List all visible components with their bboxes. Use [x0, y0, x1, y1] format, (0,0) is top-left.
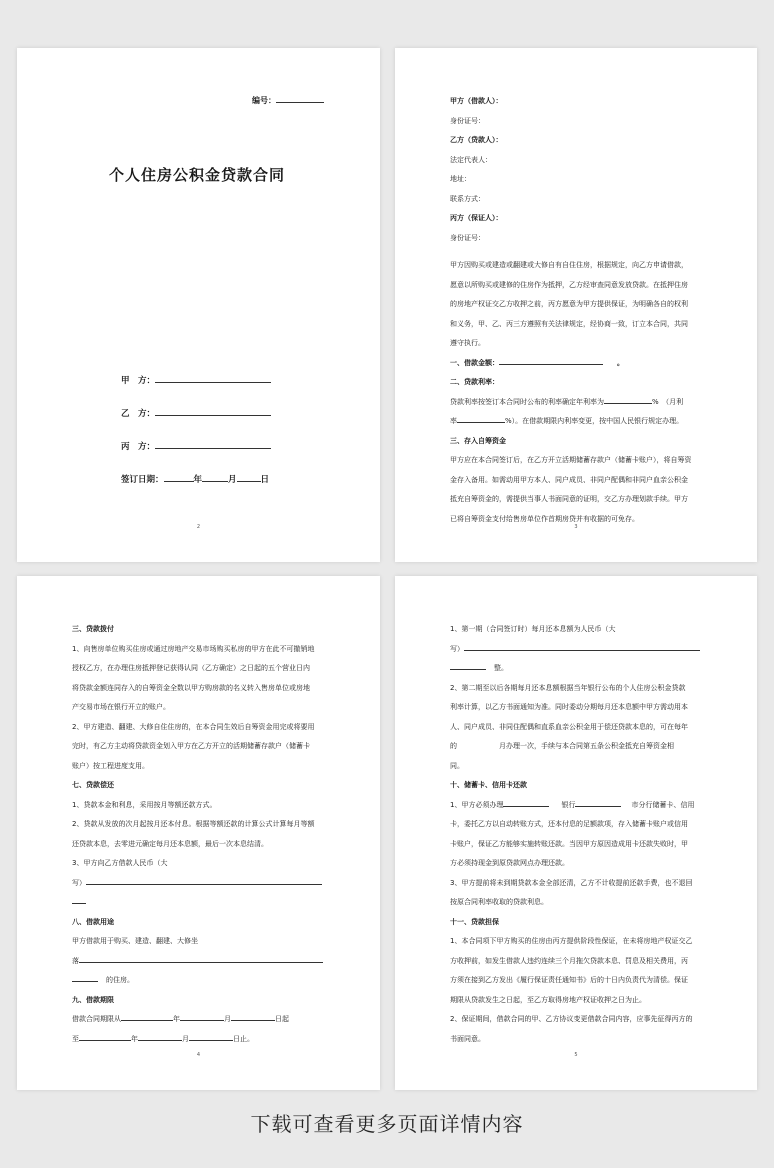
party-b-signature: [121, 406, 271, 419]
sign-date-field: [121, 472, 269, 485]
loan-term-heading: 九、借款期限: [72, 995, 114, 1004]
text-line: 3、甲方提前将未到期贷款本金全部还清，乙方不计收提前还款手费，也不退回: [450, 878, 693, 887]
text-line: 甲方借款用于购买、建造、翻建、大修坐: [72, 937, 198, 945]
card-repayment-heading: 十、储蓄卡、信用卡还款: [450, 781, 527, 789]
parties-block: [450, 92, 503, 248]
party-c-id-label: 身份证号：: [450, 233, 485, 242]
to-month-blank: [138, 1032, 182, 1041]
blank-line: [72, 893, 323, 913]
month-label: 月: [228, 475, 237, 485]
party-a-id-label: 身份证号：: [450, 116, 485, 125]
amount-blank: [450, 661, 486, 670]
party-c-heading: 丙方（保证人）：: [450, 214, 503, 222]
text-segment: 市分行储蓄卡、信用: [631, 800, 695, 809]
party-a-signature: [121, 373, 271, 386]
text-line: 甲方应在本合同签订后，在乙方开立活期储蓄存款户（储蓄卡账户），将自筹资: [450, 456, 692, 464]
interest-rate-line-1: [450, 393, 692, 413]
party-c-signature: [121, 439, 271, 452]
text-line: 授权乙方，在办理住房抵押登记获得认同（乙方确定）之日起的五个营业日内: [72, 664, 310, 672]
text-line: 方必须持现金到原贷款网点办理还款。: [450, 859, 569, 867]
text-segment: % （月利: [652, 397, 684, 406]
annual-rate-blank: [604, 395, 652, 404]
loan-amount-clause: [450, 354, 692, 374]
download-more-caption: 下载可查看更多页面详情内容: [250, 1112, 524, 1136]
amount-words-blank-2: [72, 895, 86, 904]
text-line: 2、保证期间，借款合同的甲、乙方协议变更借款合同内容，应事先征得丙方的: [450, 1015, 693, 1023]
disbursement-heading: 三、贷款拨付: [72, 625, 114, 633]
house-line: [72, 971, 323, 991]
text-line: 还贷款本息，去零进元确定每月还本息额，最后一次本息结清。: [72, 839, 268, 848]
text-line: 和义务，甲、乙、丙三方遵照有关法律规定，经协商一致，订立本合同，共同: [450, 319, 688, 328]
guarantee-heading: 十一、贷款担保: [450, 917, 499, 926]
party-b-label: 乙 方：: [121, 409, 156, 419]
bank-line: [450, 796, 700, 816]
interest-rate-heading: 二、贷款利率：: [450, 378, 499, 386]
text-line: 同。: [450, 761, 464, 770]
text-segment: 率: [450, 417, 457, 425]
to-day-blank: [189, 1032, 233, 1041]
preamble-paragraph: [450, 256, 692, 529]
text-segment: 借款合同期限从: [72, 1015, 121, 1023]
text-segment: 年: [131, 1034, 138, 1043]
text-segment: 落: [72, 956, 79, 965]
amount-words-blank: [464, 642, 700, 651]
text-line: 期限从贷款发生之日起，至乙方取得房地产权证收押之日为止。: [450, 995, 646, 1004]
contract-page-cover: [17, 48, 380, 562]
party-c-label: 丙 方：: [121, 442, 156, 452]
sign-date-label: 签订日期：: [121, 475, 164, 485]
term-from-line: [72, 1010, 323, 1030]
party-c-blank: [155, 439, 271, 449]
location-line: [72, 952, 323, 972]
text-line: 卡，委托乙方以自动转账方式，还本付息的足额款项，存入储蓄卡账户或信用: [450, 820, 688, 828]
loan-amount-heading: 一、借款金额：: [450, 358, 499, 367]
text-line: 已将自筹资金支付给售房单位作首期房贷并有收据的可免存。: [450, 514, 639, 523]
text-segment: %）。在借款期限内利率变更，按中国人民银行规定办理。: [505, 417, 684, 425]
page-number: 4: [196, 1052, 201, 1058]
self-funds-heading: 三、存入自筹资金: [450, 436, 506, 445]
disbursement-block: [72, 620, 323, 1049]
party-a-label: 甲 方：: [121, 376, 156, 386]
text-line: 2、第二期至以后各期每月还本息额根据当年银行公布的个人住房公积金贷款: [450, 683, 686, 692]
house-blank: [72, 973, 98, 982]
amount-words-blank: [86, 876, 322, 885]
month-blank: [202, 472, 228, 482]
interest-rate-line-2: [450, 412, 692, 432]
contract-page-repayment: [395, 576, 757, 1090]
text-line: 愿意以所购买或建修的住房作为抵押，乙方经审查同意发放贷款。在抵押住房: [450, 280, 688, 289]
text-segment: 日起: [275, 1015, 289, 1023]
contract-number-label: 编号：: [252, 96, 276, 105]
text-line: 金存入备用。如需动用甲方本人、同户成员、非同户配偶和非同户血亲公积金: [450, 475, 688, 484]
text-line: 2、贷款从发放的次月起按月还本付息。根据等额还款的计算公式计算每月等额: [72, 820, 315, 828]
text-line: 抵充自筹资金的，需提供当事人书面同意的证明，交乙方办理划款手续。甲方: [450, 495, 688, 503]
day-label: 日: [260, 475, 270, 485]
repayment-block: [450, 620, 700, 1049]
location-blank: [79, 954, 323, 963]
total-line: [450, 659, 700, 679]
text-line: 1、本合同项下甲方购买的住房由丙方提供阶段性保证，在未将房地产权证交乙: [450, 937, 693, 945]
text-line: 利率计算，以乙方书面通知为准。同时委动分期每月还本息额中甲方需动用本: [450, 703, 688, 711]
text-line: 将贷款金额连同存入的自筹资金全数以甲方购房款的名义转入售房单位或房地: [72, 683, 310, 692]
party-a-heading: 甲方（借款人）：: [450, 97, 503, 105]
monthly-rate-blank: [457, 414, 505, 423]
text-line: 方收押前，如发生借款人违约连续三个月拖欠贷款本息、罚息及相关费用，丙: [450, 956, 688, 965]
amount-write-line: [450, 640, 700, 660]
bank-name-blank: [503, 798, 549, 807]
text-line: 的房地产权证交乙方收押之前，丙方愿意为甲方提供保证，为明确各自的权利: [450, 300, 688, 308]
year-label: 年: [193, 475, 203, 485]
text-segment: 贷款利率按签订本合同时公布的利率确定年利率为: [450, 397, 604, 406]
amount-write-line: [72, 874, 323, 894]
text-segment: 日止。: [233, 1034, 254, 1043]
from-year-blank: [121, 1012, 173, 1021]
text-segment: 写）: [72, 878, 86, 887]
contact-label: 联系方式：: [450, 194, 485, 203]
text-line: 账户）按工程进度支用。: [72, 761, 149, 770]
text-line: 的 月办理一次，手续与本合同第五条公积金抵充自筹资金相: [450, 742, 674, 750]
text-line: 遵守执行。: [450, 339, 485, 347]
day-blank: [237, 472, 261, 482]
contract-number-blank: [276, 93, 324, 103]
text-line: 按原合同利率收取的贷款利息。: [450, 898, 548, 906]
text-line: 3、甲方向乙方借款人民币（大: [72, 859, 168, 867]
text-line: 完时，有乙方主动将贷款资金划入甲方在乙方开立的活期储蓄存款户（储蓄卡: [72, 742, 310, 750]
to-year-blank: [79, 1032, 131, 1041]
text-segment: 年: [173, 1015, 180, 1023]
text-segment: 月: [224, 1015, 231, 1023]
page-number: 3: [574, 524, 578, 530]
text-line: 1、贷款本金和利息，采用按月等额还款方式。: [72, 800, 217, 809]
loan-amount-blank: [499, 356, 603, 365]
page-number: 5: [574, 1052, 578, 1058]
party-a-blank: [155, 373, 271, 383]
term-to-line: [72, 1030, 323, 1050]
repayment-heading: 七、贷款偿还: [72, 781, 114, 789]
punct: 。: [617, 358, 624, 367]
text-line: 1、向售房单位购买住房或通过房地产交易市场购买私房的甲方在此不可撤销地: [72, 644, 315, 653]
page-number: 2: [196, 524, 201, 530]
text-line: 甲方因购买或建造或翻建或大修自有自住住房，根据规定，向乙方申请借款，: [450, 261, 688, 269]
page-title: 个人住房公积金贷款合同: [109, 166, 286, 184]
text-segment: 至: [72, 1034, 79, 1043]
text-line: 方须在接到乙方发出《履行保证责任通知书》后的十日内负责代为清偿。保证: [450, 976, 688, 984]
text-segment: 银行: [561, 800, 576, 809]
text-line: 卡账户，保证乙方能够实施转账还款。当因甲方原因造成用卡还款失败时，甲: [450, 839, 688, 848]
loan-purpose-heading: 八、借款用途: [72, 917, 114, 926]
contract-page-disbursement: [17, 576, 380, 1090]
text-segment: 整。: [494, 664, 508, 672]
address-label: 地址：: [450, 175, 471, 183]
legal-rep-label: 法定代表人：: [450, 155, 492, 164]
text-line: 1、第一期（合同签订时）每月还本息额为人民币（大: [450, 625, 616, 633]
from-day-blank: [231, 1012, 275, 1021]
from-month-blank: [180, 1012, 224, 1021]
text-line: 书面同意。: [450, 1034, 485, 1043]
text-segment: 1、甲方必须办理: [450, 800, 504, 809]
party-b-blank: [155, 406, 271, 416]
text-line: 2、甲方建造、翻建、大修自住住房的，在本合同生效后自筹资金用完或将要用: [72, 722, 315, 731]
year-blank: [164, 472, 194, 482]
text-line: 人、同户成员、非同住配偶和直系血亲公积金用于偿还贷款本息的，可在每年: [450, 722, 688, 731]
contract-number-field: [252, 93, 324, 106]
text-segment: 的住房。: [106, 976, 134, 984]
contract-page-parties: [395, 48, 757, 562]
city-blank: [575, 798, 621, 807]
text-segment: 写）: [450, 644, 464, 653]
text-line: 产交易市场在银行开立的账户。: [72, 703, 170, 711]
party-b-heading: 乙方（贷款人）：: [450, 136, 503, 144]
text-segment: 月: [182, 1034, 189, 1043]
